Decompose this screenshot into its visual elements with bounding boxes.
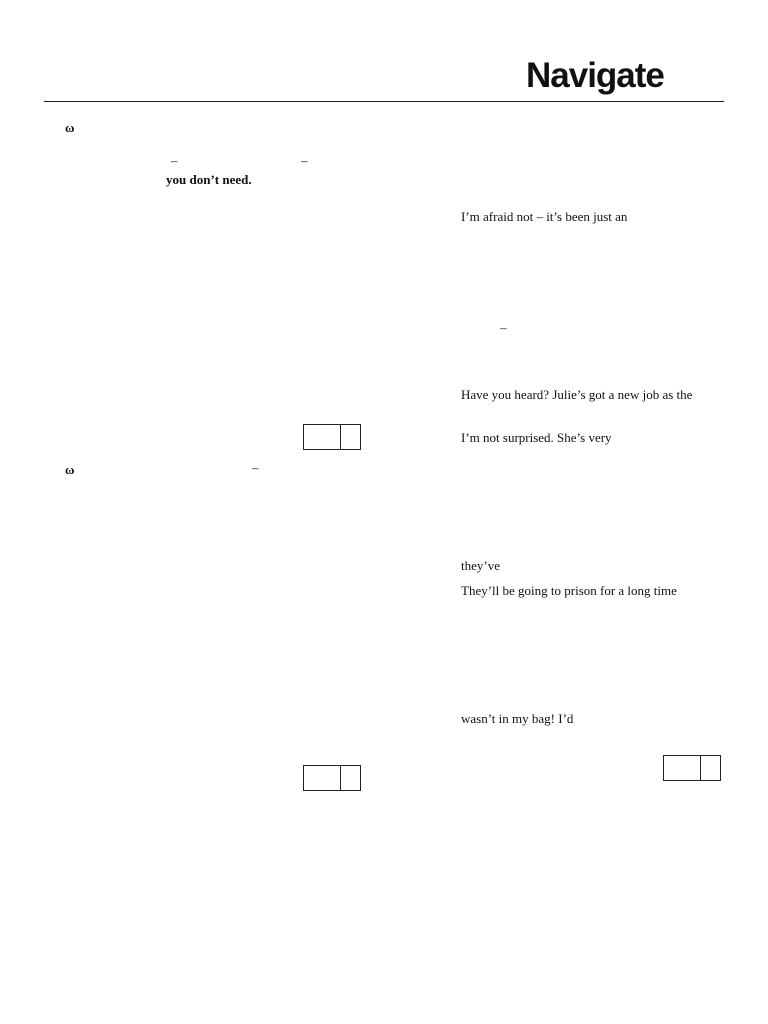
score-box-c[interactable] xyxy=(663,755,721,781)
right-line-3: Have you heard? Julie’s got a new job as the xyxy=(461,387,693,402)
section-a-dash-2: – xyxy=(301,153,308,168)
section-a-instruction: you don’t need. xyxy=(166,172,252,187)
header-divider xyxy=(44,101,724,102)
section-b-dash: – xyxy=(252,460,259,475)
section-a-dash-1: – xyxy=(171,153,178,168)
right-line-5: they’ve xyxy=(461,558,500,573)
right-line-7: wasn’t in my bag! I’d xyxy=(461,711,574,726)
score-box-a[interactable] xyxy=(303,424,361,450)
right-line-6: They’ll be going to prison for a long time xyxy=(461,583,677,598)
right-line-2: – xyxy=(500,320,507,335)
score-box-b[interactable] xyxy=(303,765,361,791)
section-b-marker: ω xyxy=(65,462,75,477)
section-a-marker: ω xyxy=(65,120,75,135)
brand-logo: Navigate xyxy=(526,56,664,95)
right-line-4: I’m not surprised. She’s very xyxy=(461,430,612,445)
right-line-1: I’m afraid not – it’s been just an xyxy=(461,209,628,224)
